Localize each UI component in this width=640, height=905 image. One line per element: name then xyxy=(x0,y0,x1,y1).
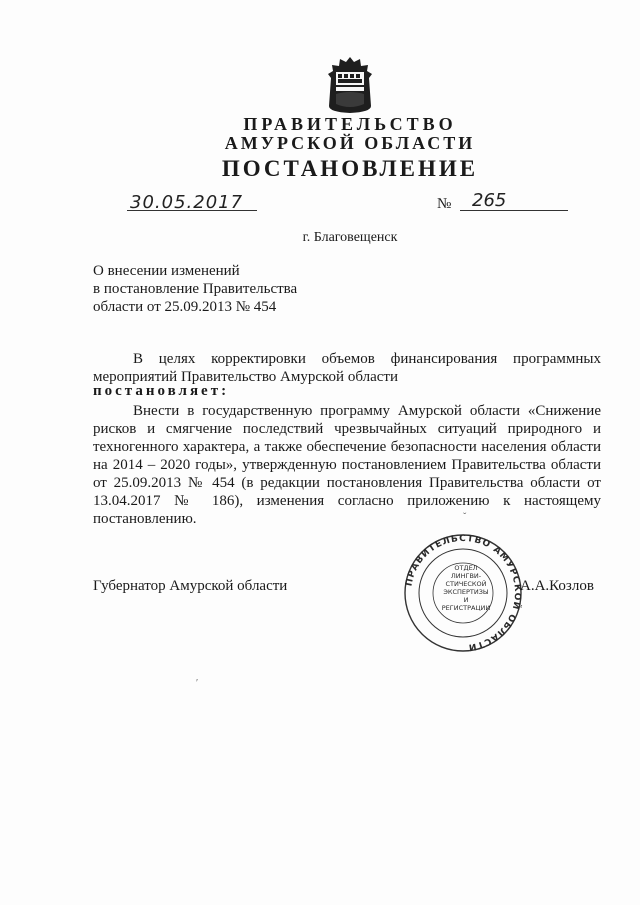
stamp-outer-text: ПРАВИТЕЛЬСТВО АМУРСКОЙ ОБЛАСТИ xyxy=(404,533,523,652)
stamp-line: ЭКСПЕРТИЗЫ И xyxy=(443,588,489,604)
subject-line: в постановление Правительства xyxy=(93,281,298,297)
document-type: ПОСТАНОВЛЕНИЕ xyxy=(221,156,479,181)
subject-block xyxy=(93,262,297,316)
coat-of-arms-icon xyxy=(327,56,373,114)
resolution-paragraph: Внести в государственную программу Амурской области «Снижение рисков и смягчение последствий чрезвычайных ситуаций природного и техногенного характера, а также обеспечение безопасности населения области на 2014 – 2020 годы», утвержденную постановлением Правительства области от 25.09.2013 № 454 (в редакции постановления Правительства области от 13.04.2017 № 186), изменения согласно приложению к настоящему постановлению. xyxy=(93,403,601,527)
document-date: 30.05.2017 xyxy=(130,192,244,213)
stamp-line: ОТДЕЛ xyxy=(454,564,478,572)
city: г. Благовещенск xyxy=(302,230,398,245)
preamble-paragraph: В целях корректировки объемов финансирования программных мероприятий Правительство Амурской области xyxy=(93,351,601,385)
region-title: АМУРСКОЙ ОБЛАСТИ xyxy=(224,133,476,153)
stamp-inner-text xyxy=(440,564,492,612)
stamp-line: РЕГИСТРАЦИИ xyxy=(441,604,491,612)
subject-line: области от 25.09.2013 № 454 xyxy=(93,299,277,315)
stamp-line: ЛИНГВИ- xyxy=(450,572,482,580)
stamp-line: СТИЧЕСКОЙ xyxy=(445,580,487,588)
signatory-name: А.А.Козлов xyxy=(520,578,594,594)
government-title: ПРАВИТЕЛЬСТВО xyxy=(243,114,457,134)
number-label: № xyxy=(437,196,452,212)
scan-speck: ʹ xyxy=(196,678,199,689)
subject-line: О внесении изменений xyxy=(93,263,240,279)
document-number: 265 xyxy=(472,190,507,211)
resolves-heading: постановляет: xyxy=(93,383,230,399)
scan-speck: ˇ xyxy=(463,512,467,523)
signatory-title: Губернатор Амурской области xyxy=(93,578,288,594)
